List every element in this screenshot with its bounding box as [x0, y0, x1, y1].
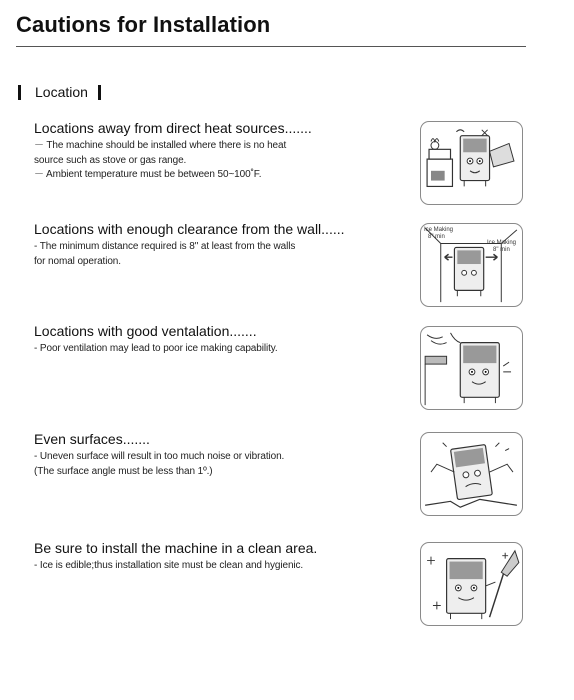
wall-clearance-icon	[420, 223, 523, 307]
section-label	[18, 83, 101, 101]
caution-item-ventilation	[34, 322, 404, 357]
caution-item-clearance	[34, 220, 404, 269]
caution-line: - The minimum distance required is 8" at least from the walls	[34, 241, 296, 252]
caution-line: - Uneven surface will result in too much noise or vibration.	[34, 451, 285, 462]
clearance-caption-right-bottom: 8" min	[493, 247, 510, 253]
caution-line: for nomal operation.	[34, 255, 121, 267]
caution-item-heat	[34, 119, 404, 183]
caution-description	[34, 240, 404, 269]
caution-heading: Even surfaces.......	[34, 431, 150, 447]
heat-source-icon	[420, 121, 523, 205]
caution-heading: Locations with good ventalation.......	[34, 323, 257, 339]
ventilation-icon	[420, 326, 523, 410]
page-title: Cautions for Installation	[16, 12, 271, 37]
clean-area-icon	[420, 542, 523, 626]
caution-line: - Ice is edible;thus installation site must be clean and hygienic.	[34, 560, 304, 571]
caution-line: source such as stove or gas range.	[34, 154, 187, 166]
caution-line: (The surface angle must be less than 1º.)	[34, 465, 213, 477]
caution-line: － Ambient temperature must be between 50~100˚F.	[34, 169, 262, 180]
caution-description	[34, 559, 404, 574]
title-divider	[16, 46, 526, 47]
section-label-text: Location	[35, 84, 88, 100]
caution-heading: Locations away from direct heat sources.......	[34, 120, 312, 136]
uneven-surface-icon	[420, 432, 523, 516]
clearance-caption-left-top: Ice Making	[424, 227, 454, 233]
section-bar-left	[18, 85, 21, 100]
clearance-caption-right-top: Ice Making	[487, 240, 517, 246]
caution-line: - Poor ventilation may lead to poor ice making capability.	[34, 343, 278, 354]
caution-heading: Locations with enough clearance from the wall......	[34, 221, 345, 237]
caution-description	[34, 342, 404, 357]
clearance-caption-left-bottom: 8" min	[428, 234, 445, 240]
caution-item-clean	[34, 539, 404, 574]
caution-line: － The machine should be installed where there is no heat	[34, 140, 287, 151]
caution-heading: Be sure to install the machine in a clean area.	[34, 540, 318, 556]
caution-description	[34, 139, 404, 183]
caution-description	[34, 450, 404, 479]
section-bar-right	[98, 85, 101, 100]
caution-item-surface	[34, 430, 404, 479]
